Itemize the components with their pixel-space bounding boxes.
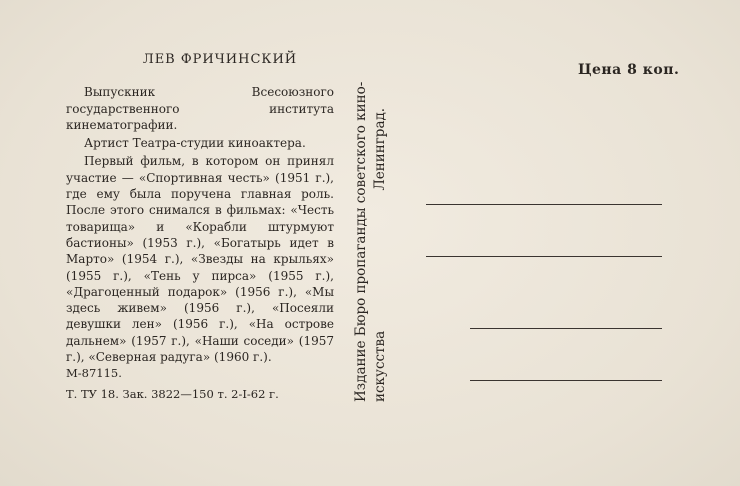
address-line-3 xyxy=(470,328,662,329)
publisher-city: Ленинград. xyxy=(372,107,388,191)
filmography-paragraph: Первый фильм, в котором он принял участие — «Спортивная честь» (1951 г.), где ему была поручена главная роль. После этого снимался в фильмах: «Честь товарища» и «Корабли штурмуют бастионы» (1953 г.), «Богатырь идет в Марто» (1954 г.), «Звезды на крыльях» (1955 г.), «Тень у пирса» (1955 г.), «Драгоценный подарок» (1956 г.), «Мы здесь живем» (1956 г.), «Посеяли девушки лен» (1956 г.), «На острове дальнем» (1957 г.), «Наши соседи» (1957 г.), «Северная радуга» (1960 г.). xyxy=(66,154,334,365)
publisher-line-2 xyxy=(371,42,390,402)
address-line-1 xyxy=(426,204,662,205)
publisher-imprint xyxy=(352,42,390,402)
price-label: Цена 8 коп. xyxy=(578,62,680,78)
publisher-line-2-text: искусства xyxy=(372,330,388,402)
role-paragraph: Артист Театра-студии киноактера. xyxy=(84,136,306,151)
address-line-2 xyxy=(426,256,662,257)
publisher-line-1: Издание Бюро пропаганды советского кино- xyxy=(353,81,369,402)
address-line-4 xyxy=(470,380,662,381)
catalog-code: М-87115. xyxy=(66,366,122,381)
actor-name-title: ЛЕВ ФРИЧИНСКИЙ xyxy=(142,52,298,67)
text-column xyxy=(66,48,334,413)
print-info: Т. ТУ 18. Зак. 3822—150 т. 2-І-62 г. xyxy=(66,386,279,401)
bio-paragraph: Выпускник Всесоюзного государственного института кинематографии. xyxy=(66,85,334,132)
